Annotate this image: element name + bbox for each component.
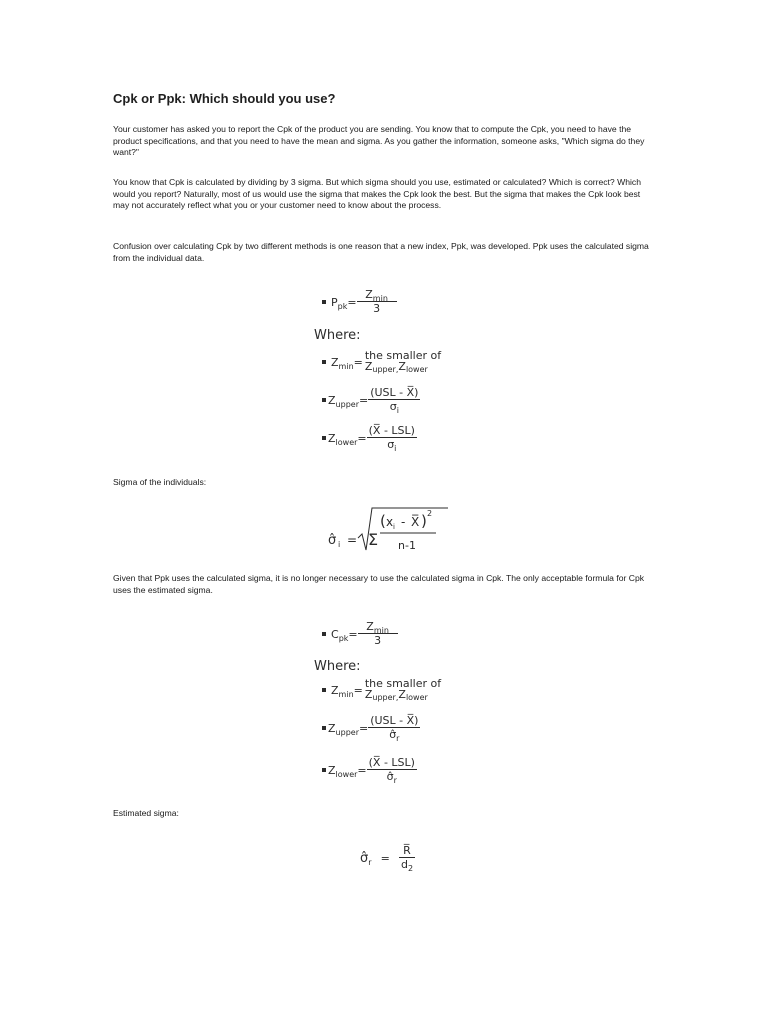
- where-label: Where:: [314, 328, 361, 343]
- d2-subscript: 2: [407, 864, 414, 873]
- equals-sign: =: [358, 722, 369, 735]
- sigma-hat-symbol: σ̂: [360, 851, 369, 866]
- exponent: 2: [427, 509, 433, 518]
- denominator: 3: [358, 633, 398, 647]
- xbar-symbol: X̅: [411, 515, 420, 529]
- sigma-subscript: r: [368, 858, 372, 867]
- sum-symbol: Σ: [368, 530, 379, 549]
- zlower-symbol: Z: [398, 360, 406, 373]
- numerator: (X̅ - LSL): [368, 756, 415, 769]
- zlower-symbol: Z: [328, 432, 336, 445]
- zlower-symbol: Z: [328, 764, 336, 777]
- fraction: [357, 288, 397, 315]
- zmin-subscript: min: [372, 294, 388, 303]
- zmin-subscript: min: [338, 362, 354, 371]
- zupper-subscript: upper: [335, 400, 359, 409]
- zlower-subscript: lower: [335, 770, 358, 779]
- numerator: (USL - X̅): [370, 714, 419, 727]
- zupper-definition: [322, 714, 420, 741]
- bullet-icon: [322, 726, 326, 730]
- equals-sign: =: [353, 356, 363, 369]
- zlower-subscript: lower: [405, 693, 428, 702]
- sigma-individuals-formula: [322, 500, 452, 560]
- x-symbol: x: [386, 515, 394, 529]
- zmin-symbol: Z: [331, 356, 339, 369]
- fraction: [367, 424, 417, 451]
- estimated-sigma-label: Estimated sigma:: [113, 808, 179, 818]
- sigma-hat-symbol: σ̂: [328, 533, 337, 548]
- smaller-of-text: the smaller of: [364, 349, 442, 362]
- zlower-subscript: lower: [405, 365, 428, 374]
- paragraph-cpk-estimated: Given that Ppk uses the calculated sigma, it is no longer necessary to use the calculated sigma in Cpk. The only acceptable formula for Cpk uses the estimated sigma.: [113, 573, 645, 595]
- paren-open: (: [380, 512, 386, 530]
- numerator: (USL - X̅): [370, 386, 419, 399]
- zupper-symbol: Z: [328, 722, 336, 735]
- sigma-individuals-label: Sigma of the individuals:: [113, 477, 207, 487]
- zupper-symbol: Z: [328, 394, 336, 407]
- bullet-icon: [322, 300, 326, 304]
- sigma-subscript: i: [394, 444, 397, 453]
- fraction: [399, 844, 415, 871]
- cpk-subscript: pk: [338, 634, 349, 643]
- sigma-subscript: i: [396, 406, 399, 415]
- minus-sign: -: [401, 515, 406, 529]
- equals-sign: =: [358, 394, 369, 407]
- zupper-subscript: upper,: [372, 693, 399, 702]
- zupper-definition: [322, 386, 420, 413]
- zupper-symbol: Z: [364, 688, 373, 701]
- x-subscript: i: [393, 523, 395, 531]
- sigma-hat-symbol: σ̂: [389, 728, 397, 741]
- equals-sign: =: [357, 764, 367, 777]
- zlower-definition: [322, 756, 417, 783]
- zlower-symbol: Z: [398, 688, 406, 701]
- sigma-subscript: r: [396, 734, 400, 743]
- bullet-icon: [322, 688, 326, 692]
- where-label: Where:: [314, 659, 361, 674]
- paren-close: ): [421, 512, 427, 530]
- paragraph-which-sigma: You know that Cpk is calculated by dividing by 3 sigma. But which sigma should you use, estimated or calculated? Which is correct? Which would you report? Naturally, most of us would use the sigma that makes the Cpk look the best. But the sigma that makes the Cpk look best may not accurately reflect what you or your customer need to know about the process.: [113, 177, 641, 210]
- ppk-subscript: pk: [337, 302, 348, 311]
- fraction: [367, 756, 417, 783]
- zmin-definition: [322, 350, 443, 373]
- bullet-icon: [322, 360, 326, 364]
- zmin-subscript: min: [373, 626, 389, 635]
- zlower-subscript: lower: [335, 438, 358, 447]
- sigma-symbol: σ: [387, 438, 395, 451]
- zupper-symbol: Z: [364, 360, 373, 373]
- sigma-symbol: σ: [389, 400, 397, 413]
- zmin-symbol: Z: [365, 288, 373, 301]
- bullet-icon: [322, 768, 326, 772]
- paragraph-intro: Your customer has asked you to report the Cpk of the product you are sending. You know that to compute the Cpk, you need to have the product specifications, and that you need to have the mean and sigma. As you gather the information, someone asks, "Which sigma do they want?": [113, 124, 645, 157]
- zmin-subscript: min: [338, 690, 354, 699]
- ppk-formula: [322, 288, 397, 315]
- zmin-symbol: Z: [331, 684, 339, 697]
- smaller-of: [363, 350, 443, 373]
- equals-sign: =: [357, 432, 367, 445]
- cpk-symbol: C: [331, 628, 339, 641]
- smaller-of-text: the smaller of: [364, 677, 442, 690]
- denominator: n-1: [398, 539, 416, 552]
- equals-sign: =: [353, 684, 363, 697]
- smaller-of: [363, 678, 443, 701]
- bullet-icon: [322, 398, 326, 402]
- zmin-symbol: Z: [366, 620, 374, 633]
- fraction: [368, 714, 420, 741]
- sigma-r-row: [360, 844, 415, 871]
- equals-sign: =: [347, 296, 357, 309]
- zupper-subscript: upper,: [372, 365, 399, 374]
- ppk-symbol: P: [331, 296, 338, 309]
- zupper-subscript: upper: [335, 728, 359, 737]
- sigma-hat-symbol: σ̂: [386, 770, 394, 783]
- rbar-symbol: R̅: [403, 844, 411, 857]
- sigma-subscript: r: [393, 776, 397, 785]
- numerator: (X̅ - LSL): [368, 424, 415, 437]
- bullet-icon: [322, 632, 326, 636]
- zmin-definition: [322, 678, 443, 701]
- paragraph-ppk-origin: Confusion over calculating Cpk by two different methods is one reason that a new index, Ppk, was developed. Ppk uses the calculated sigma from the individual data.: [113, 241, 649, 263]
- bullet-icon: [322, 436, 326, 440]
- fraction: [368, 386, 420, 413]
- d2-symbol: d: [400, 858, 408, 871]
- equals-sign: =: [380, 852, 390, 865]
- zlower-definition: [322, 424, 417, 451]
- fraction: [358, 620, 398, 647]
- denominator: 3: [357, 301, 397, 315]
- page-title: Cpk or Ppk: Which should you use?: [113, 91, 336, 106]
- equals-sign: =: [347, 533, 358, 547]
- equals-sign: =: [348, 628, 358, 641]
- sigma-subscript: i: [338, 540, 341, 549]
- cpk-formula: [322, 620, 398, 647]
